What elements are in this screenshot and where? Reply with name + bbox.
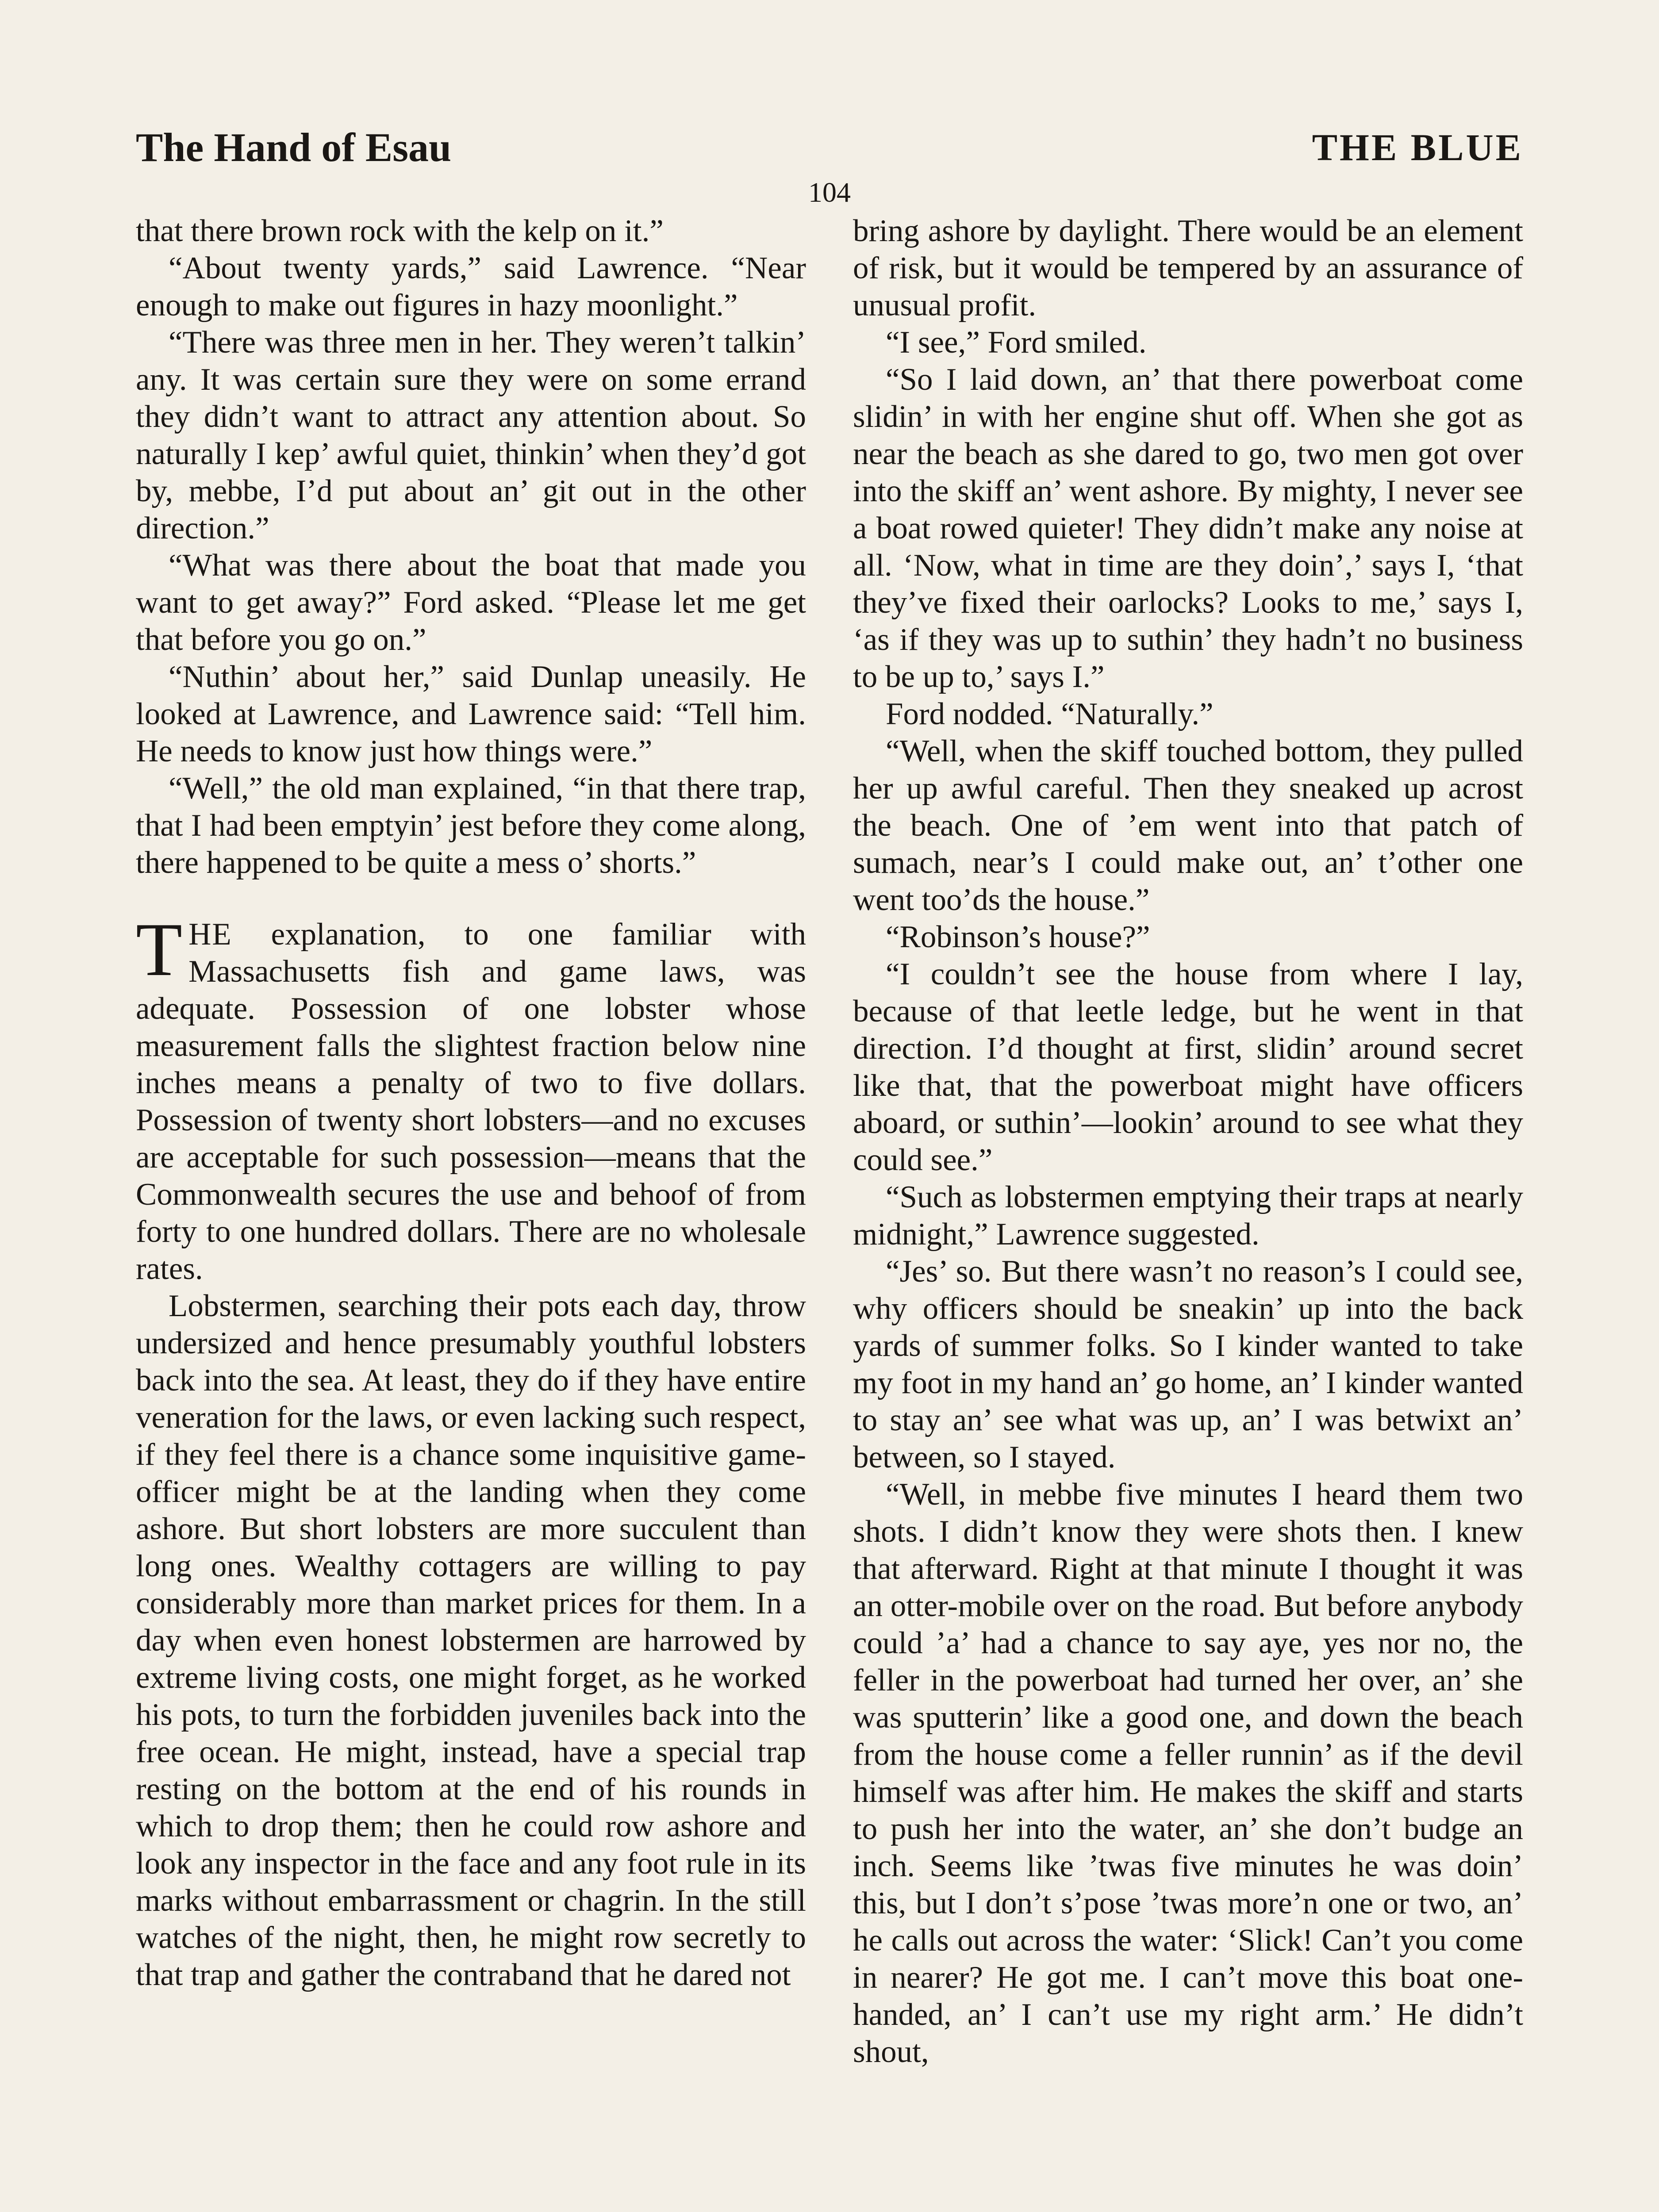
paragraph: “I see,” Ford smiled. [886,325,1147,360]
paragraph: that there brown rock with the kelp on it.” [136,214,664,248]
paragraph: “Jes’ so. But there wasn’t no reason’s I could see, why officers should be sneakin’ up into the back yards of summer folks. So I kinder wanted to take my foot in my hand an’ go home, an’ I kinder wanted to stay an’ see what was up, an’ I was betwixt an’ between, so I stayed. [853,1254,1523,1475]
drop-cap: T [136,908,183,992]
paragraph: Ford nodded. “Naturally.” [886,697,1214,731]
paragraph: “Nuthin’ about her,” said Dunlap uneasily. He looked at Lawrence, and Lawrence said: “Tell him. He needs to know just how things were.” [136,660,806,768]
paragraph-text: explanation, to one familiar with Massachusetts fish and game laws, was adequate. Possession of one lobster whose measurement falls the slightest fraction below nine inches means a penalty of two to five dollars. Possession of twenty short lobsters—and no excuses are acceptable for such possession—means that the Commonwealth secures the use and behoof of from forty to one hundred dollars. There are no wholesale rates. [136,917,806,1286]
paragraph: “Well, in mebbe five minutes I heard them two shots. I didn’t know they were shots then. I knew that afterward. Right at that minute I thought it was an otter-mobile over on the road. But before anybody could ’a’ had a chance to say aye, yes nor no, the feller in the powerboat had turned her over, an’ she was sputterin’ like a good one, and down the beach from the house come a feller runnin’ as if the devil himself was after him. He makes the skiff and starts to push her into the water, an’ she don’t budge an inch. Seems like ’twas five minutes he was doin’ this, but I don’t s’pose ’twas more’n one or two, an’ he calls out across the water: ‘Slick! Can’t you come in nearer? He got me. I can’t move this boat one-handed, an’ I can’t use my right arm.’ He didn’t shout, [853,1477,1523,2069]
paragraph: “Well, when the skiff touched bottom, they pulled her up awful careful. Then they sneaked up acrost the beach. One of ’em went into that patch of sumach, near’s I could make out, an’ t’other one went too’ds the house.” [853,734,1523,917]
page-number: 104 [808,177,851,208]
paragraph: “So I laid down, an’ that there powerboat come slidin’ in with her engine shut off. When she got as near the beach as she dared to go, two men got over into the skiff an’ went ashore. By mighty, I never see a boat rowed quieter! They didn’t make any noise at all. ‘Now, what in time are they doin’,’ says I, ‘that they’ve fixed their oarlocks? Looks to me,’ says I, ‘as if they was up to suthin’ they hadn’t no business to be up to,’ says I.” [853,362,1523,694]
paragraph: “Robinson’s house?” [886,920,1150,954]
lead-in: HE [188,917,232,952]
paragraph: Lobstermen, searching their pots each day, throw undersized and hence presumably youthful lobsters back into the sea. At least, they do if they have entire veneration for the laws, or even lacking such respect, if they feel there is a chance some inquisitive game-officer might be at the landing when they come ashore. But short lobsters are more succulent than long ones. Wealthy cottagers are willing to pay considerably more than market prices for them. In a day when even honest lobstermen are harrowed by extreme living costs, one might forget, as he worked his pots, to turn the forbidden juveniles back into the free ocean. He might, instead, have a special trap resting on the bottom at the end of his rounds in which to drop them; then he could row ashore and look any inspector in the face and any foot rule in its marks without embarrassment or chagrin. In the still watches of the night, then, he might row secretly to that trap and gather the contraband that he dared not [136,1289,806,1992]
paragraph: “About twenty yards,” said Lawrence. “Near enough to make out figures in hazy moonlight.” [136,251,806,323]
magazine-name: THE BLUE [1312,126,1523,169]
story-title: The Hand of Esau [136,125,452,170]
left-column [136,212,806,1993]
paragraph: “Such as lobstermen emptying their traps at nearly midnight,” Lawrence suggested. [853,1180,1523,1252]
paragraph: “What was there about the boat that made you want to get away?” Ford asked. “Please let me get that before you go on.” [136,548,806,657]
paragraph: “There was three men in her. They weren’t talkin’ any. It was certain sure they were on some errand they didn’t want to attract any attention about. So naturally I kep’ awful quiet, thinkin’ when they’d got by, mebbe, I’d put about an’ git out in the other direction.” [136,325,806,545]
paragraph: “Well,” the old man explained, “in that there trap, that I had been emptyin’ jest before they come along, there happened to be quite a mess o’ shorts.” [136,771,806,880]
paragraph: “I couldn’t see the house from where I lay, because of that leetle ledge, but he went in that direction. I’d thought at first, slidin’ around secret like that, that the powerboat might have officers aboard, or suthin’—lookin’ around to see what they could see.” [853,957,1523,1177]
paragraph: bring ashore by daylight. There would be an element of risk, but it would be tempered by an assurance of unusual profit. [853,214,1523,323]
section-opening-paragraph [136,908,806,1287]
right-column [853,212,1523,2070]
